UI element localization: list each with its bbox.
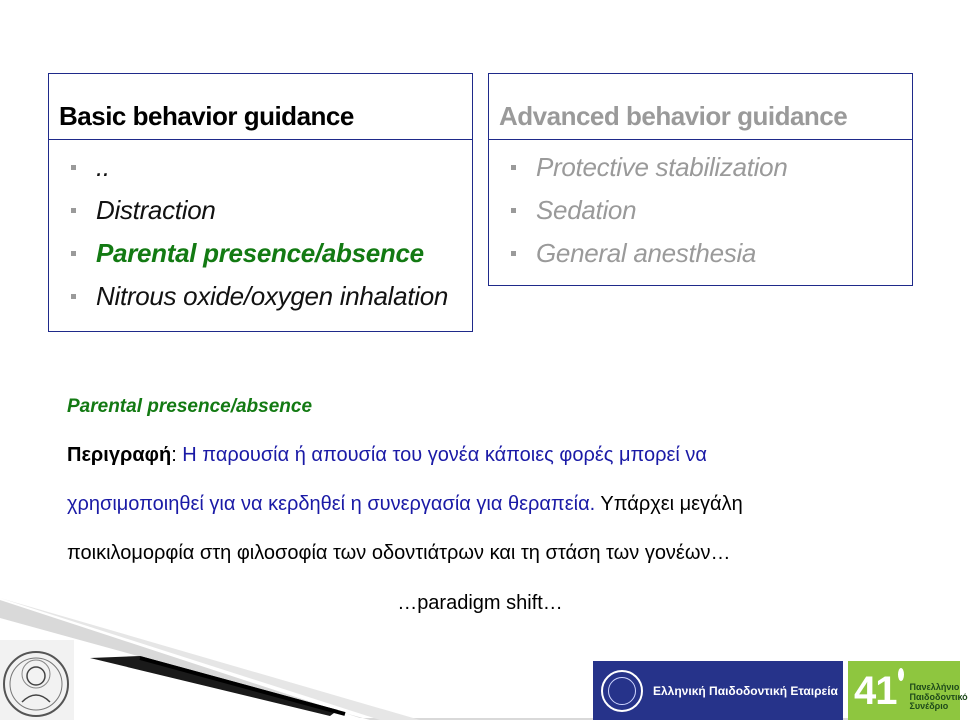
- section-title: Parental presence/absence: [67, 396, 313, 417]
- list-item: [511, 189, 912, 232]
- list-item-label: Nitrous oxide/oxygen inhalation: [96, 281, 449, 311]
- description-colon: :: [171, 444, 177, 466]
- description-text: ποικιλομορφία στη φιλοσοφία των οδοντιάτρων και τη στάση των γονέων…: [67, 542, 731, 564]
- list-item: [511, 146, 912, 189]
- bullet-icon: [71, 165, 76, 170]
- description-line-3: [67, 542, 730, 565]
- basic-guidance-list: [49, 140, 472, 318]
- advanced-guidance-box: [488, 73, 913, 286]
- bullet-icon: [71, 208, 76, 213]
- bullet-icon: [71, 294, 76, 299]
- list-item: [71, 189, 472, 232]
- university-seal-icon: [0, 640, 74, 720]
- congress-line-1: Πανελλήνιο: [909, 682, 960, 693]
- bullet-icon: [71, 251, 76, 256]
- basic-guidance-title: Basic behavior guidance: [49, 74, 472, 140]
- list-item: [511, 232, 912, 275]
- list-item-highlighted: [71, 232, 472, 275]
- description-text-blue: χρησιμοποιηθεί για να κερδηθεί η συνεργασία για θεραπεία.: [67, 493, 596, 515]
- congress-number: 41: [854, 668, 897, 713]
- basic-guidance-box: [48, 73, 473, 332]
- description-label: Περιγραφή: [67, 444, 172, 466]
- list-item-label: ..: [96, 152, 110, 182]
- bullet-icon: [511, 208, 516, 213]
- description-text-blue: Η παρουσία ή απουσία του γονέα κάποιες φορές μπορεί να: [176, 444, 707, 466]
- society-name: Ελληνική Παιδοδοντική Εταιρεία: [653, 683, 838, 698]
- list-item-label: Protective stabilization: [536, 152, 788, 182]
- list-item: [71, 275, 472, 318]
- congress-title: [910, 683, 968, 711]
- advanced-guidance-list: [489, 140, 912, 275]
- description-line-2: [67, 493, 743, 516]
- degree-icon: [898, 668, 904, 681]
- list-item-label: General anesthesia: [536, 238, 757, 268]
- paradigm-shift-note: …paradigm shift…: [397, 592, 563, 614]
- society-logo: [593, 661, 843, 720]
- congress-line-2: Παιδοδοντικό: [909, 691, 968, 702]
- bullet-icon: [511, 165, 516, 170]
- description-line-1: [67, 444, 707, 467]
- society-emblem-icon: [601, 670, 643, 712]
- list-item-label: Distraction: [96, 195, 216, 225]
- list-item-label: Parental presence/absence: [96, 238, 424, 268]
- list-item-label: Sedation: [536, 195, 637, 225]
- congress-logo: [848, 661, 968, 720]
- bullet-icon: [511, 251, 516, 256]
- list-item: [71, 146, 472, 189]
- advanced-guidance-title: Advanced behavior guidance: [489, 74, 912, 140]
- description-text: Υπάρχει μεγάλη: [595, 493, 743, 515]
- congress-line-3: Συνέδριο: [909, 701, 949, 712]
